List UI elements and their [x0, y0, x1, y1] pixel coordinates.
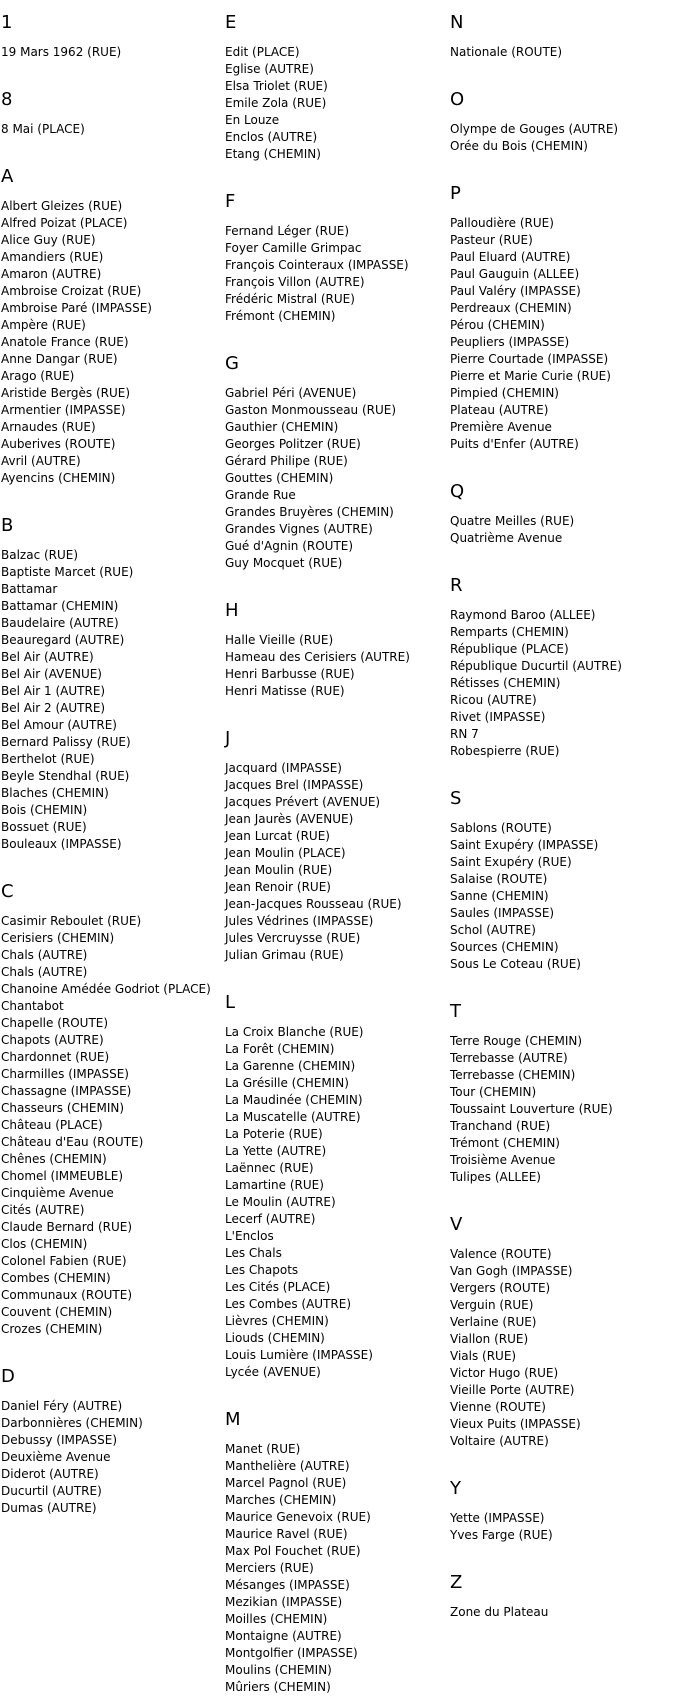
street-name: Grandes Bruyères (CHEMIN): [225, 505, 394, 519]
section-letter-heading: E: [225, 12, 237, 33]
street-name: Battamar (CHEMIN): [1, 599, 119, 613]
letter-section: [450, 1572, 672, 1621]
street-name: Chals (AUTRE): [1, 948, 88, 962]
street-name: Robespierre (RUE): [450, 744, 560, 758]
street-name: Debussy (IMPASSE): [1, 1433, 118, 1447]
street-name: Arnaudes (RUE): [1, 420, 96, 434]
street-name: Darbonnières (CHEMIN): [1, 1416, 143, 1430]
index-column-3: [450, 0, 672, 1621]
street-name: Armentier (IMPASSE): [1, 403, 126, 417]
section-letter-heading: T: [450, 1001, 461, 1022]
street-name: Louis Lumière (IMPASSE): [225, 1348, 373, 1362]
section-letter-heading: O: [450, 89, 465, 110]
street-name: Amandiers (RUE): [1, 250, 104, 264]
street-name: Grande Rue: [225, 488, 296, 502]
letter-section: [1, 881, 221, 1338]
street-list: [225, 385, 447, 572]
letter-section: [1, 166, 221, 487]
street-name: Communaux (ROUTE): [1, 1288, 133, 1302]
street-name: Crozes (CHEMIN): [1, 1322, 103, 1336]
street-list: [225, 44, 447, 163]
street-name: Viallon (RUE): [450, 1332, 529, 1346]
section-letter-heading: V: [450, 1214, 463, 1235]
street-name: Guy Mocquet (RUE): [225, 556, 343, 570]
street-name: Pérou (CHEMIN): [450, 318, 545, 332]
street-name: Auberives (ROUTE): [1, 437, 116, 451]
street-name: Max Pol Fouchet (RUE): [225, 1544, 361, 1558]
street-name: Sources (CHEMIN): [450, 940, 559, 954]
street-name: Clos (CHEMIN): [1, 1237, 88, 1251]
street-name: Bel Air (AUTRE): [1, 650, 94, 664]
street-name: La Maudinée (CHEMIN): [225, 1093, 363, 1107]
street-name: Lièvres (CHEMIN): [225, 1314, 329, 1328]
street-name: Julian Grimau (RUE): [225, 948, 344, 962]
street-name: Palloudière (RUE): [450, 216, 554, 230]
street-name: Salaise (ROUTE): [450, 872, 548, 886]
street-name: Henri Barbusse (RUE): [225, 667, 355, 681]
street-name: Baptiste Marcet (RUE): [1, 565, 134, 579]
street-name: Alice Guy (RUE): [1, 233, 96, 247]
street-name: 19 Mars 1962 (RUE): [1, 45, 122, 59]
street-list: [450, 1510, 672, 1544]
street-name: Gauthier (CHEMIN): [225, 420, 339, 434]
street-name: Jacquard (IMPASSE): [225, 761, 342, 775]
street-name: Lamartine (RUE): [225, 1178, 324, 1192]
street-name: Chomel (IMMEUBLE): [1, 1169, 124, 1183]
section-letter-heading: S: [450, 788, 462, 809]
street-name: Peupliers (IMPASSE): [450, 335, 570, 349]
street-name: Sanne (CHEMIN): [450, 889, 549, 903]
section-letter-heading: A: [1, 166, 14, 187]
street-name: Bel Amour (AUTRE): [1, 718, 117, 732]
street-name: Ricou (AUTRE): [450, 693, 537, 707]
street-name: Valence (ROUTE): [450, 1247, 552, 1261]
street-name: La Croix Blanche (RUE): [225, 1025, 364, 1039]
street-name: Laënnec (RUE): [225, 1161, 314, 1175]
street-name: Yves Farge (RUE): [450, 1528, 553, 1542]
street-name: Chals (AUTRE): [1, 965, 88, 979]
street-name: Montaigne (AUTRE): [225, 1629, 342, 1643]
street-name: Anne Dangar (RUE): [1, 352, 118, 366]
street-name: RN 7: [450, 727, 479, 741]
street-name: Olympe de Gouges (AUTRE): [450, 122, 619, 136]
street-list: [450, 1246, 672, 1450]
street-name: Nationale (ROUTE): [450, 45, 563, 59]
street-name: Jean Moulin (PLACE): [225, 846, 346, 860]
street-name: La Muscatelle (AUTRE): [225, 1110, 361, 1124]
street-name: François Villon (AUTRE): [225, 275, 365, 289]
street-name: Plateau (AUTRE): [450, 403, 549, 417]
street-name: Bel Air 2 (AUTRE): [1, 701, 106, 715]
street-name: La Poterie (RUE): [225, 1127, 323, 1141]
street-name: Anatole France (RUE): [1, 335, 129, 349]
street-name: Beyle Stendhal (RUE): [1, 769, 130, 783]
street-name: Deuxième Avenue: [1, 1450, 111, 1464]
letter-section: [1, 12, 221, 61]
section-letter-heading: 1: [1, 12, 13, 33]
street-name: Quatre Meilles (RUE): [450, 514, 575, 528]
street-name: Colonel Fabien (RUE): [1, 1254, 127, 1268]
street-name: Toussaint Louverture (RUE): [450, 1102, 613, 1116]
section-letter-heading: F: [225, 191, 236, 212]
street-name: Grandes Vignes (AUTRE): [225, 522, 373, 536]
index-column-1: [1, 0, 221, 1517]
street-name: Frédéric Mistral (RUE): [225, 292, 355, 306]
street-list: [1, 547, 221, 853]
street-list: [450, 44, 672, 61]
section-letter-heading: Q: [450, 481, 465, 502]
street-name: Première Avenue: [450, 420, 552, 434]
section-letter-heading: 8: [1, 89, 13, 110]
street-name: Pimpied (CHEMIN): [450, 386, 559, 400]
street-name: Gabriel Péri (AVENUE): [225, 386, 357, 400]
section-letter-heading: N: [450, 12, 464, 33]
street-name: Eglise (AUTRE): [225, 62, 314, 76]
street-name: Alfred Poizat (PLACE): [1, 216, 128, 230]
street-name: Ambroise Paré (IMPASSE): [1, 301, 152, 315]
street-name: Frémont (CHEMIN): [225, 309, 336, 323]
street-name: Montgolfier (IMPASSE): [225, 1646, 358, 1660]
section-letter-heading: R: [450, 575, 463, 596]
street-name: Paul Gauguin (ALLEE): [450, 267, 580, 281]
street-list: [225, 632, 447, 700]
street-list: [450, 820, 672, 973]
section-letter-heading: G: [225, 353, 239, 374]
street-name: François Cointeraux (IMPASSE): [225, 258, 409, 272]
street-name: Jacques Brel (IMPASSE): [225, 778, 364, 792]
street-name: 8 Mai (PLACE): [1, 122, 85, 136]
street-name: Château (PLACE): [1, 1118, 103, 1132]
street-name: Diderot (AUTRE): [1, 1467, 99, 1481]
street-name: Balzac (RUE): [1, 548, 79, 562]
letter-section: [225, 12, 447, 163]
street-name: La Yette (AUTRE): [225, 1144, 327, 1158]
street-name: Zone du Plateau: [450, 1605, 549, 1619]
street-name: Elsa Triolet (RUE): [225, 79, 328, 93]
letter-section: [450, 89, 672, 155]
street-name: Sous Le Coteau (RUE): [450, 957, 581, 971]
street-name: En Louze: [225, 113, 280, 127]
street-name: Rivet (IMPASSE): [450, 710, 546, 724]
street-name: Henri Matisse (RUE): [225, 684, 345, 698]
street-list: [1, 1398, 221, 1517]
street-name: Moilles (CHEMIN): [225, 1612, 328, 1626]
section-letter-heading: P: [450, 183, 461, 204]
street-name: République (PLACE): [450, 642, 569, 656]
street-name: Couvent (CHEMIN): [1, 1305, 113, 1319]
street-name: Cités (AUTRE): [1, 1203, 85, 1217]
street-name: Jean-Jacques Rousseau (RUE): [225, 897, 402, 911]
street-name: Yette (IMPASSE): [450, 1511, 545, 1525]
street-name: Verguin (RUE): [450, 1298, 534, 1312]
street-name: Jules Vercruysse (RUE): [225, 931, 361, 945]
street-name: Verlaine (RUE): [450, 1315, 537, 1329]
street-name: Manet (RUE): [225, 1442, 301, 1456]
street-name: Jean Renoir (RUE): [225, 880, 331, 894]
section-letter-heading: J: [225, 728, 231, 749]
street-name: Etang (CHEMIN): [225, 147, 321, 161]
letter-section: [450, 12, 672, 61]
street-name: Daniel Féry (AUTRE): [1, 1399, 123, 1413]
street-list: [1, 198, 221, 487]
street-name: Saules (IMPASSE): [450, 906, 555, 920]
street-name: Mezikian (IMPASSE): [225, 1595, 343, 1609]
street-name: Ambroise Croizat (RUE): [1, 284, 142, 298]
street-name: Tranchand (RUE): [450, 1119, 551, 1133]
letter-section: [225, 353, 447, 572]
street-list: [225, 1024, 447, 1381]
street-name: Chasseurs (CHEMIN): [1, 1101, 125, 1115]
street-name: Terrebasse (CHEMIN): [450, 1068, 576, 1082]
street-list: [225, 1441, 447, 1696]
street-name: Bel Air 1 (AUTRE): [1, 684, 106, 698]
street-name: Gué d'Agnin (ROUTE): [225, 539, 354, 553]
street-name: Manthelière (AUTRE): [225, 1459, 350, 1473]
letter-section: [1, 1366, 221, 1517]
street-name: Maurice Ravel (RUE): [225, 1527, 348, 1541]
street-name: Gérard Philipe (RUE): [225, 454, 348, 468]
street-name: Chanoine Amédée Godriot (PLACE): [1, 982, 211, 996]
street-name: Berthelot (RUE): [1, 752, 95, 766]
street-list: [225, 223, 447, 325]
street-name: Van Gogh (IMPASSE): [450, 1264, 573, 1278]
street-name: Enclos (AUTRE): [225, 130, 318, 144]
street-name: Sablons (ROUTE): [450, 821, 552, 835]
street-name: Château d'Eau (ROUTE): [1, 1135, 144, 1149]
street-name: Casimir Reboulet (RUE): [1, 914, 142, 928]
street-name: Merciers (RUE): [225, 1561, 314, 1575]
street-name: Troisième Avenue: [450, 1153, 556, 1167]
street-name: Gouttes (CHEMIN): [225, 471, 334, 485]
street-name: La Garenne (CHEMIN): [225, 1059, 356, 1073]
letter-section: [450, 1214, 672, 1450]
street-name: La Grésille (CHEMIN): [225, 1076, 349, 1090]
street-name: Edit (PLACE): [225, 45, 300, 59]
street-name: Vieille Porte (AUTRE): [450, 1383, 575, 1397]
street-name: Jean Lurcat (RUE): [225, 829, 330, 843]
street-name: Vials (RUE): [450, 1349, 517, 1363]
street-name: Marcel Pagnol (RUE): [225, 1476, 347, 1490]
street-name: Fernand Léger (RUE): [225, 224, 350, 238]
section-letter-heading: D: [1, 1366, 15, 1387]
street-name: Lycée (AVENUE): [225, 1365, 321, 1379]
street-name: République Ducurtil (AUTRE): [450, 659, 622, 673]
street-name: Jean Jaurès (AVENUE): [225, 812, 354, 826]
street-name: Schol (AUTRE): [450, 923, 536, 937]
street-name: Bel Air (AVENUE): [1, 667, 102, 681]
street-name: Charmilles (IMPASSE): [1, 1067, 129, 1081]
street-name: Tulipes (ALLEE): [450, 1170, 541, 1184]
street-name: Mûriers (CHEMIN): [225, 1680, 331, 1694]
street-name: Terrebasse (AUTRE): [450, 1051, 568, 1065]
street-name: Pasteur (RUE): [450, 233, 533, 247]
street-name: Les Combes (AUTRE): [225, 1297, 352, 1311]
street-name: Avril (AUTRE): [1, 454, 81, 468]
street-name: Vergers (ROUTE): [450, 1281, 551, 1295]
street-name: Georges Politzer (RUE): [225, 437, 361, 451]
street-list: [1, 44, 221, 61]
street-name: Jacques Prévert (AVENUE): [225, 795, 381, 809]
street-name: Claude Bernard (RUE): [1, 1220, 133, 1234]
street-list: [450, 215, 672, 453]
letter-section: [225, 600, 447, 700]
street-name: Beauregard (AUTRE): [1, 633, 125, 647]
street-name: Liouds (CHEMIN): [225, 1331, 325, 1345]
street-name: Voltaire (AUTRE): [450, 1434, 549, 1448]
section-letter-heading: Z: [450, 1572, 463, 1593]
street-name: Ayencins (CHEMIN): [1, 471, 116, 485]
street-name: Albert Gleizes (RUE): [1, 199, 123, 213]
street-name: Ducurtil (AUTRE): [1, 1484, 102, 1498]
street-name: Amaron (AUTRE): [1, 267, 102, 281]
street-name: Moulins (CHEMIN): [225, 1663, 332, 1677]
letter-section: [225, 1409, 447, 1696]
street-name: Vieux Puits (IMPASSE): [450, 1417, 581, 1431]
street-list: [450, 1604, 672, 1621]
street-name: L'Enclos: [225, 1229, 274, 1243]
street-name: Ampère (RUE): [1, 318, 86, 332]
street-name: Cinquième Avenue: [1, 1186, 114, 1200]
street-name: Emile Zola (RUE): [225, 96, 327, 110]
street-list: [225, 760, 447, 964]
street-name: Jean Moulin (RUE): [225, 863, 333, 877]
street-name: Les Chapots: [225, 1263, 299, 1277]
letter-section: [225, 992, 447, 1381]
section-letter-heading: H: [225, 600, 239, 621]
street-name: Paul Eluard (AUTRE): [450, 250, 571, 264]
street-name: Baudelaire (AUTRE): [1, 616, 119, 630]
street-name: Dumas (AUTRE): [1, 1501, 97, 1515]
street-name: Pierre Courtade (IMPASSE): [450, 352, 609, 366]
section-letter-heading: B: [1, 515, 14, 536]
street-name: Tour (CHEMIN): [450, 1085, 537, 1099]
street-name: Les Chals: [225, 1246, 282, 1260]
street-name: Bois (CHEMIN): [1, 803, 88, 817]
street-name: Bouleaux (IMPASSE): [1, 837, 122, 851]
street-name: Victor Hugo (RUE): [450, 1366, 559, 1380]
street-list: [1, 913, 221, 1338]
street-name: La Forêt (CHEMIN): [225, 1042, 335, 1056]
street-name: Combes (CHEMIN): [1, 1271, 111, 1285]
street-name: Blaches (CHEMIN): [1, 786, 109, 800]
street-name: Saint Exupéry (IMPASSE): [450, 838, 599, 852]
section-letter-heading: M: [225, 1409, 241, 1430]
street-name: Le Moulin (AUTRE): [225, 1195, 336, 1209]
letter-section: [450, 788, 672, 973]
street-name: Trémont (CHEMIN): [450, 1136, 560, 1150]
street-name: Foyer Camille Grimpac: [225, 241, 362, 255]
street-name: Chassagne (IMPASSE): [1, 1084, 132, 1098]
street-name: Cerisiers (CHEMIN): [1, 931, 115, 945]
street-name: Chardonnet (RUE): [1, 1050, 110, 1064]
street-list: [1, 121, 221, 138]
street-name: Aristide Bergès (RUE): [1, 386, 131, 400]
street-list: [450, 607, 672, 760]
letter-section: [1, 515, 221, 853]
street-name: Jules Védrines (IMPASSE): [225, 914, 374, 928]
section-letter-heading: C: [1, 881, 14, 902]
street-name: Mésanges (IMPASSE): [225, 1578, 350, 1592]
street-name: Rétisses (CHEMIN): [450, 676, 561, 690]
index-column-2: [225, 0, 447, 1696]
street-name: Chapelle (ROUTE): [1, 1016, 109, 1030]
street-name: Hameau des Cerisiers (AUTRE): [225, 650, 410, 664]
street-name: Terre Rouge (CHEMIN): [450, 1034, 583, 1048]
letter-section: [225, 728, 447, 964]
street-name: Halle Vieille (RUE): [225, 633, 334, 647]
street-name: Maurice Genevoix (RUE): [225, 1510, 371, 1524]
section-letter-heading: L: [225, 992, 236, 1013]
letter-section: [450, 1001, 672, 1186]
street-name: Bossuet (RUE): [1, 820, 87, 834]
street-name: Remparts (CHEMIN): [450, 625, 569, 639]
letter-section: [225, 191, 447, 325]
street-name: Saint Exupéry (RUE): [450, 855, 572, 869]
letter-section: [450, 481, 672, 547]
street-name: Gaston Monmousseau (RUE): [225, 403, 397, 417]
street-name: Puits d'Enfer (AUTRE): [450, 437, 579, 451]
street-name: Orée du Bois (CHEMIN): [450, 139, 588, 153]
street-list: [450, 121, 672, 155]
section-letter-heading: Y: [450, 1478, 461, 1499]
street-name: Raymond Baroo (ALLEE): [450, 608, 596, 622]
street-name: Bernard Palissy (RUE): [1, 735, 131, 749]
street-list: [450, 1033, 672, 1186]
street-name: Paul Valéry (IMPASSE): [450, 284, 581, 298]
street-name: Lecerf (AUTRE): [225, 1212, 316, 1226]
letter-section: [450, 1478, 672, 1544]
street-name: Les Cités (PLACE): [225, 1280, 331, 1294]
letter-section: [450, 183, 672, 453]
street-name: Pierre et Marie Curie (RUE): [450, 369, 611, 383]
letter-section: [1, 89, 221, 138]
street-name: Arago (RUE): [1, 369, 75, 383]
street-name: Quatrième Avenue: [450, 531, 563, 545]
street-name: Perdreaux (CHEMIN): [450, 301, 572, 315]
street-name: Chantabot: [1, 999, 64, 1013]
street-name: Battamar: [1, 582, 58, 596]
street-name: Vienne (ROUTE): [450, 1400, 546, 1414]
street-name: Chapots (AUTRE): [1, 1033, 104, 1047]
letter-section: [450, 575, 672, 760]
street-list: [450, 513, 672, 547]
street-name: Chênes (CHEMIN): [1, 1152, 107, 1166]
street-name: Marches (CHEMIN): [225, 1493, 337, 1507]
